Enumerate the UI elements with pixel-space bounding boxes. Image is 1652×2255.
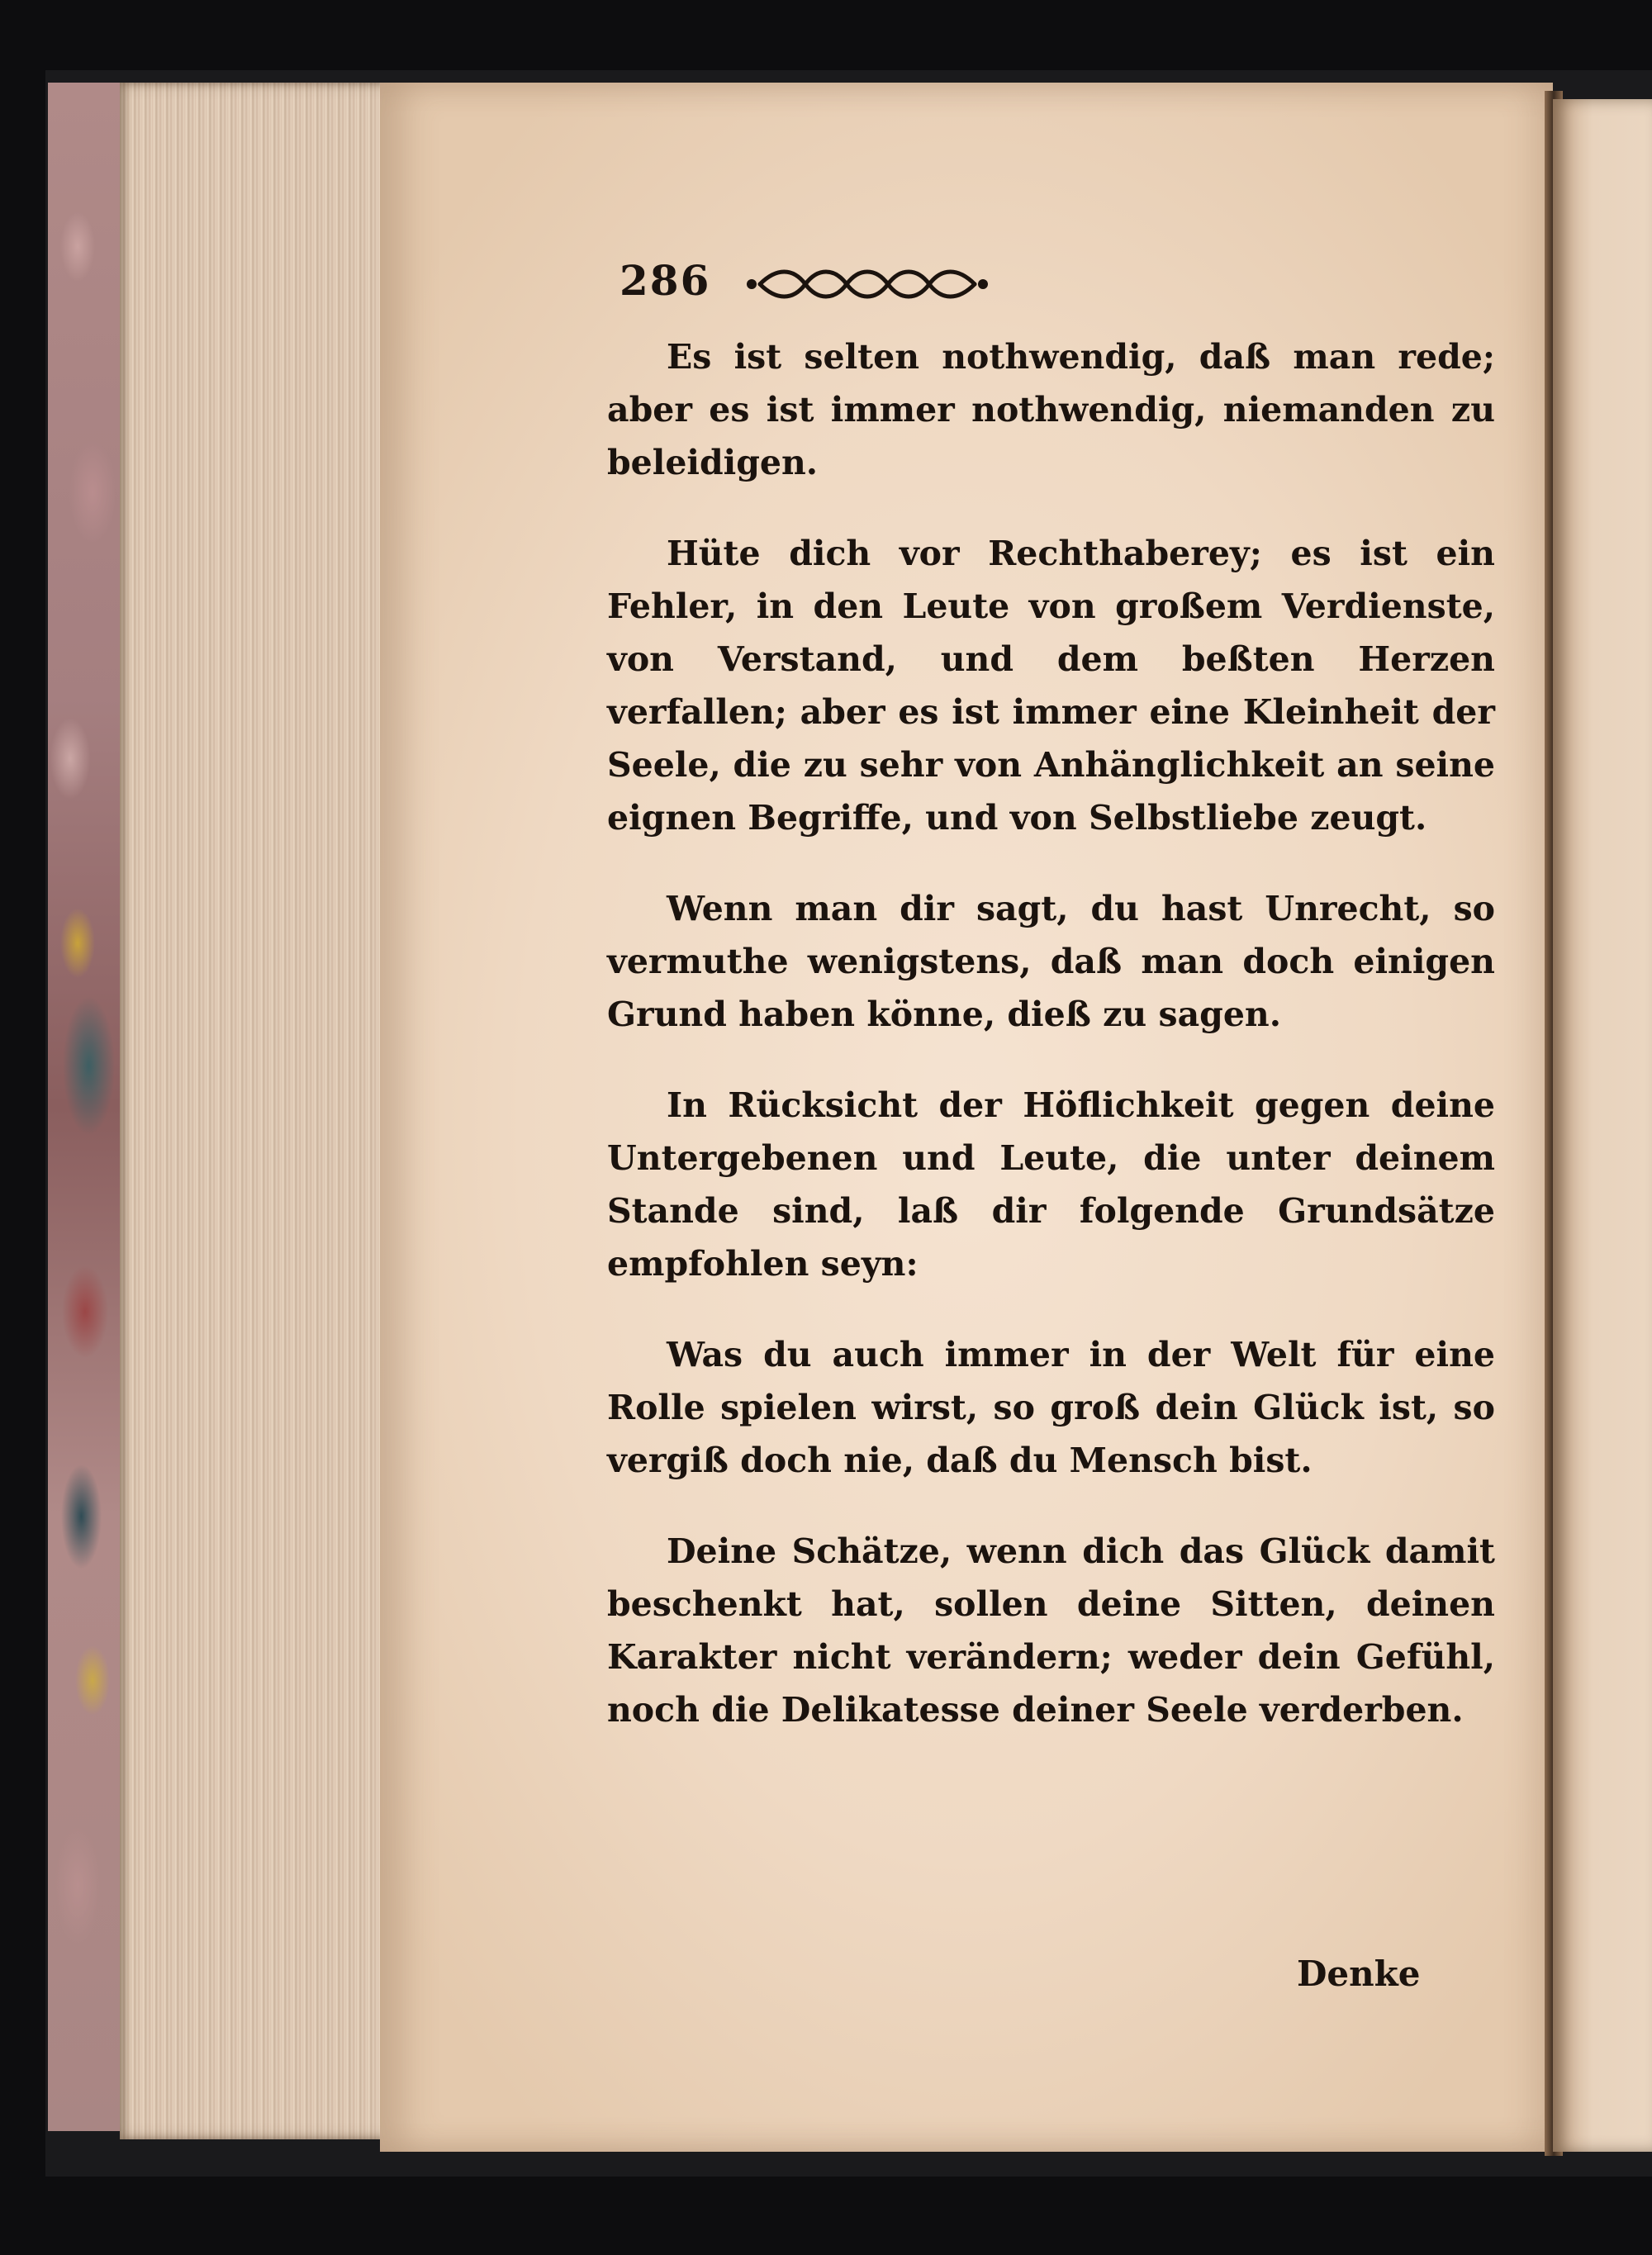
paragraph-4: In Rücksicht der Höflichkeit gegen deine Untergebenen und Leute, die unter deinem Stande sind, laß dir folgende Grundsätze empfohlen seyn: [607,1085,1495,1284]
page-stack-edge [120,83,409,2139]
paragraph-1: Es ist selten nothwendig, daß man rede; aber es ist immer nothwendig, niemanden zu beleidigen. [607,337,1495,482]
facing-page-edge [1553,99,1652,2152]
body-text [607,330,1495,1774]
page-header [620,256,1198,322]
paragraph-6: Deine Schätze, wenn dich das Glück damit beschenkt hat, sollen deine Sitten, deinen Karakter nicht verändern; weder dein Gefühl, noch die Delikatesse deiner Seele verderben. [607,1531,1495,1730]
catchword: Denke [1297,1954,1421,1994]
marbled-edge [48,83,125,2131]
paragraph-5: Was du auch immer in der Welt für eine Rolle spielen wirst, so groß dein Glück ist, so vergiß doch nie, daß du Mensch bist. [607,1335,1495,1480]
page-number: 286 [620,256,711,305]
paragraph-3: Wenn man dir sagt, du hast Unrecht, so vermuthe wenigstens, daß man doch einigen Grund haben könne, dieß zu sagen. [607,889,1495,1034]
scroll-ornament-icon [743,259,991,309]
paragraph-2: Hüte dich vor Rechthaberey; es ist ein Fehler, in den Leute von großem Verdienste, von Verstand, und dem beßten Herzen verfallen; aber es ist immer eine Kleinheit der Seele, die zu sehr von Anhänglichkeit an seine eignen Begriffe, und von Selbstliebe zeugt. [607,534,1495,838]
